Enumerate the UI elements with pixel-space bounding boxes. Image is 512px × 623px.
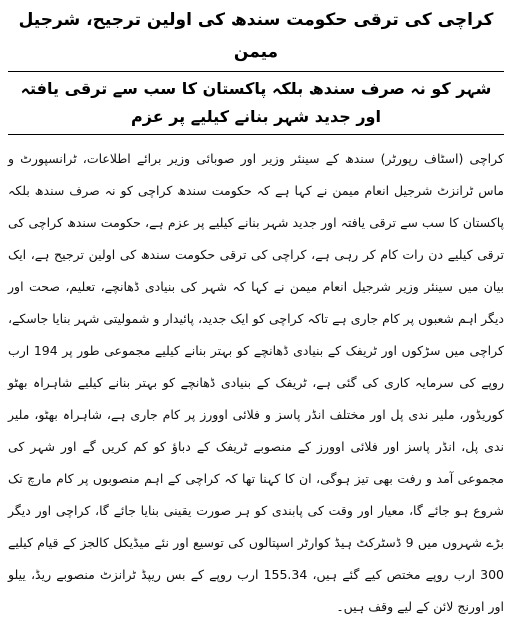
subheadline-box [8, 71, 504, 135]
article-headline: کراچی کی ترقی حکومت سندھ کی اولین ترجیح، شرجیل میمن [18, 10, 494, 62]
article-body: کراچی (اسٹاف رپورٹر) سندھ کے سینئر وزیر اور صوبائی وزیر برائے اطلاعات، ٹرانسپورٹ و ماس ٹرانزٹ شرجیل انعام میمن نے کہا ہے کہ حکومت سندھ کراچی کو نہ صرف سندھ بلکہ پاکستان کا سب سے ترقی یافتہ اور جدید شہر بنانے کیلیے پر عزم ہے، حکومت سندھ کراچی کی ترقی کیلیے دن رات کام کر رہی ہے، کراچی کی ترقی حکومت سندھ کی اولین ترجیح ہے، ایک بیان میں سینئر وزیر شرجیل انعام میمن نے کہا کہ شہر کی بنیادی ڈھانچے، تعلیم، صحت اور دیگر اہم شعبوں پر کام جاری ہے تاکہ کراچی کو ایک جدید، پائیدار و شمولیتی شہر بنایا جاسکے، کراچی میں سڑکوں اور ٹریفک کے بنیادی ڈھانچے کو بہتر بنانے کیلیے مجموعی طور پر 194 ارب روپے کی سرمایہ کاری کی گئی ہے، ٹریفک کے بنیادی ڈھانچے کو بہتر بنانے کیلیے شاہراہ بھٹو کوریڈور، ملیر ندی پل اور مختلف انڈر پاسز و فلائی اوورز پر کام جاری ہے، شاہراہ بھٹو، ملیر ندی پل، انڈر پاسز اور فلائی اوورز کے منصوبے ٹریفک کے دباؤ کو کم کریں گے اور شہر کی مجموعی آمد و رفت بھی تیز ہوگی، ان کا کہنا تھا کہ کراچی کے اہم منصوبوں پر کام مارچ تک شروع ہو جائے گا، معیار اور وقت کی پابندی کو ہر صورت یقینی بنایا جائے گا، کراچی اور دیگر بڑے شہروں میں 9 ڈسٹرکٹ ہیڈ کوارٹر اسپتالوں کی توسیع اور نئے میڈیکل کالجز کے قیام کیلیے 300 ارب روپے مختص کیے گئے ہیں، 155.34 ارب روپے کے بس ریپڈ ٹرانزٹ منصوبے ریڈ، ییلو اور اورنج لائن کے لیے وقف ہیں۔ [8, 151, 504, 614]
article-subheadline: شہر کو نہ صرف سندھ بلکہ پاکستان کا سب سے ترقی یافتہ اور جدید شہر بنانے کیلیے پر عزم [20, 79, 492, 126]
